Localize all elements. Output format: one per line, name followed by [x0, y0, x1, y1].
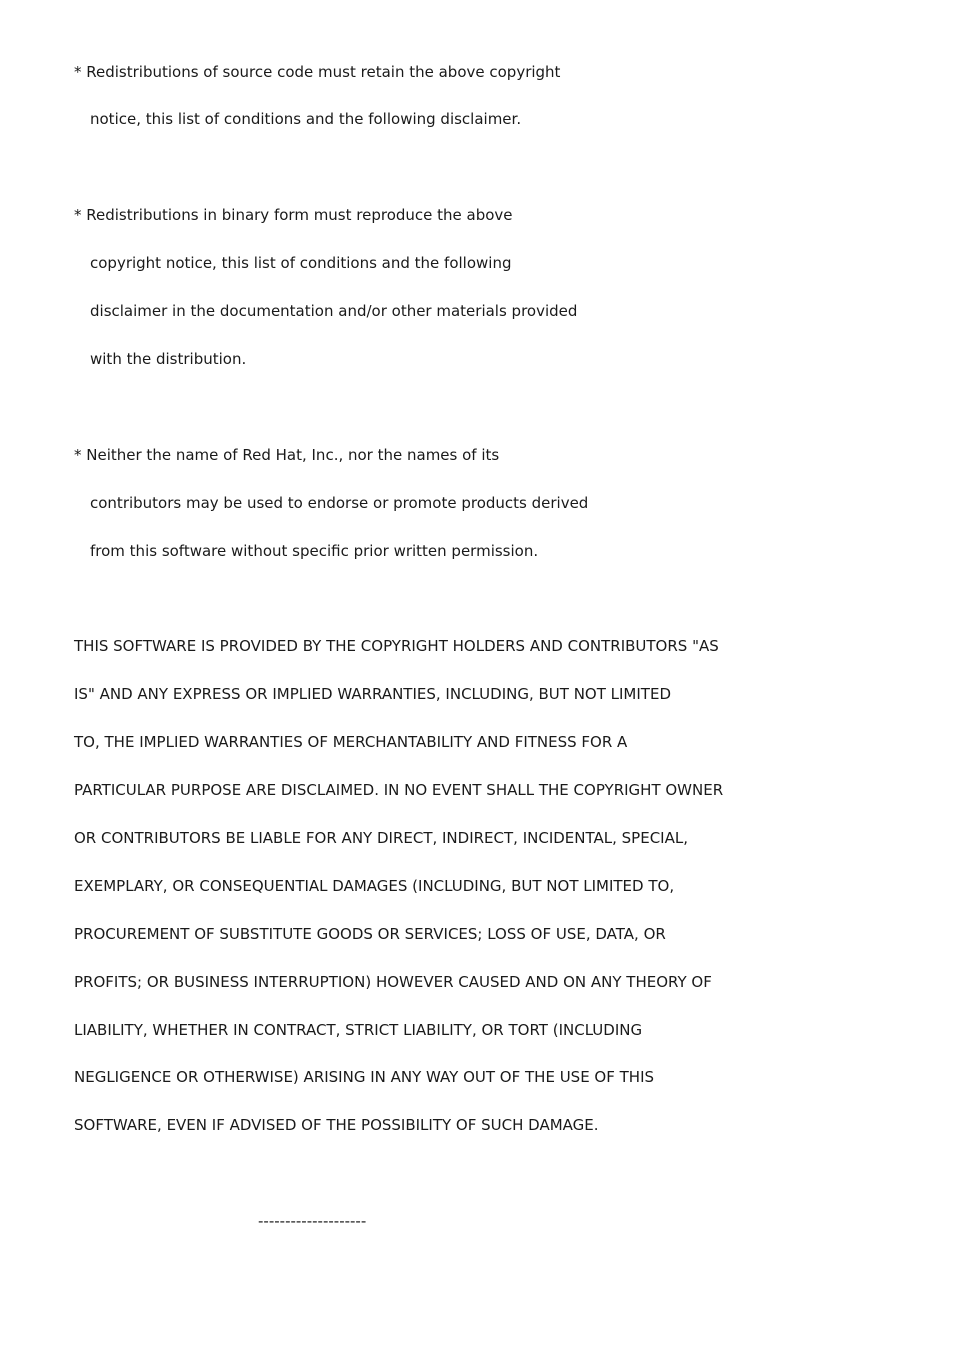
bullet-2-line-2: copyright notice, this list of conditions and the following: [90, 254, 512, 272]
bullet-2-line-1: * Redistributions in binary form must reproduce the above: [74, 206, 513, 224]
bullet-1-line-2: notice, this list of conditions and the following disclaimer.: [90, 110, 522, 128]
disclaimer-line-7: PROCUREMENT OF SUBSTITUTE GOODS OR SERVICES; LOSS OF USE, DATA, OR: [74, 925, 666, 943]
section-separator: --------------------: [258, 1212, 367, 1230]
bullet-2-line-4: with the distribution.: [90, 350, 247, 368]
disclaimer-line-1: THIS SOFTWARE IS PROVIDED BY THE COPYRIGHT HOLDERS AND CONTRIBUTORS "AS: [74, 637, 719, 655]
bullet-3-line-2: contributors may be used to endorse or promote products derived: [90, 494, 589, 512]
disclaimer-line-5: OR CONTRIBUTORS BE LIABLE FOR ANY DIRECT, INDIRECT, INCIDENTAL, SPECIAL,: [74, 829, 688, 847]
disclaimer-line-11: SOFTWARE, EVEN IF ADVISED OF THE POSSIBILITY OF SUCH DAMAGE.: [74, 1116, 599, 1134]
bullet-3-line-3: from this software without specific prior written permission.: [90, 542, 539, 560]
bullet-1-line-1: * Redistributions of source code must retain the above copyright: [74, 63, 561, 81]
bullet-2-line-3: disclaimer in the documentation and/or other materials provided: [90, 302, 578, 320]
disclaimer-line-4: PARTICULAR PURPOSE ARE DISCLAIMED. IN NO EVENT SHALL THE COPYRIGHT OWNER: [74, 781, 724, 799]
disclaimer-line-2: IS" AND ANY EXPRESS OR IMPLIED WARRANTIES, INCLUDING, BUT NOT LIMITED: [74, 685, 671, 703]
bullet-3-line-1: * Neither the name of Red Hat, Inc., nor the names of its: [74, 446, 500, 464]
disclaimer-line-6: EXEMPLARY, OR CONSEQUENTIAL DAMAGES (INCLUDING, BUT NOT LIMITED TO,: [74, 877, 675, 895]
disclaimer-line-8: PROFITS; OR BUSINESS INTERRUPTION) HOWEVER CAUSED AND ON ANY THEORY OF: [74, 973, 712, 991]
disclaimer-line-10: NEGLIGENCE OR OTHERWISE) ARISING IN ANY WAY OUT OF THE USE OF THIS: [74, 1068, 655, 1086]
disclaimer-line-3: TO, THE IMPLIED WARRANTIES OF MERCHANTABILITY AND FITNESS FOR A: [74, 733, 628, 751]
disclaimer-line-9: LIABILITY, WHETHER IN CONTRACT, STRICT LIABILITY, OR TORT (INCLUDING: [74, 1021, 643, 1039]
